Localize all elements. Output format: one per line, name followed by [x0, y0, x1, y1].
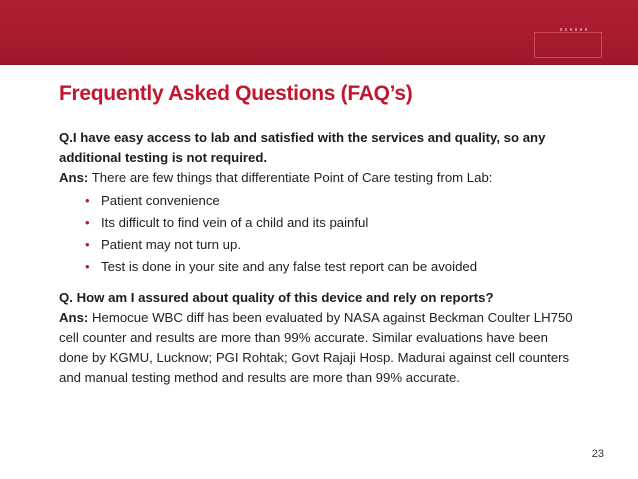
- bullet-icon: •: [85, 259, 90, 274]
- faq2-question: Q. How am I assured about quality of this device and rely on reports?: [59, 290, 494, 305]
- faq-content: [59, 128, 579, 388]
- faq1-bullet-list: [59, 190, 579, 278]
- header-box-outline: [534, 32, 602, 58]
- faq2-answer-label: Ans:: [59, 310, 89, 325]
- list-item: [85, 212, 579, 234]
- faq2-answer-text: Hemocue WBC diff has been evaluated by NASA against Beckman Coulter LH750 cell counter and results are more than 99% accurate. Similar evaluations have been done by KGMU, Lucknow; PGI Rohtak; Govt Rajaji Hosp. Madurai against cell counters and manual testing method and results are more than 99% accurate.: [59, 310, 573, 385]
- list-item: [85, 256, 579, 278]
- slide-title: Frequently Asked Questions (FAQ’s): [59, 82, 413, 105]
- bullet-text: Its difficult to find vein of a child and its painful: [101, 215, 369, 230]
- list-item: [85, 234, 579, 256]
- list-item: [85, 190, 579, 212]
- bullet-text: Patient convenience: [101, 193, 220, 208]
- page-number: 23: [591, 448, 604, 460]
- faq1-answer-label: Ans:: [59, 170, 89, 185]
- bullet-icon: •: [85, 193, 90, 208]
- faq2-answer: [59, 308, 579, 388]
- header-band: [0, 0, 638, 65]
- bullet-icon: •: [85, 237, 90, 252]
- faq1-question: Q.I have easy access to lab and satisfied with the services and quality, so any additional testing is not required.: [59, 130, 546, 165]
- bullet-text: Test is done in your site and any false test report can be avoided: [101, 259, 478, 274]
- section-spacer: [59, 278, 579, 288]
- band-decoration: [560, 28, 590, 31]
- faq1-answer: [59, 168, 579, 188]
- bullet-text: Patient may not turn up.: [101, 237, 242, 252]
- faq1-answer-text: There are few things that differentiate Point of Care testing from Lab:: [88, 170, 493, 185]
- bullet-icon: •: [85, 215, 90, 230]
